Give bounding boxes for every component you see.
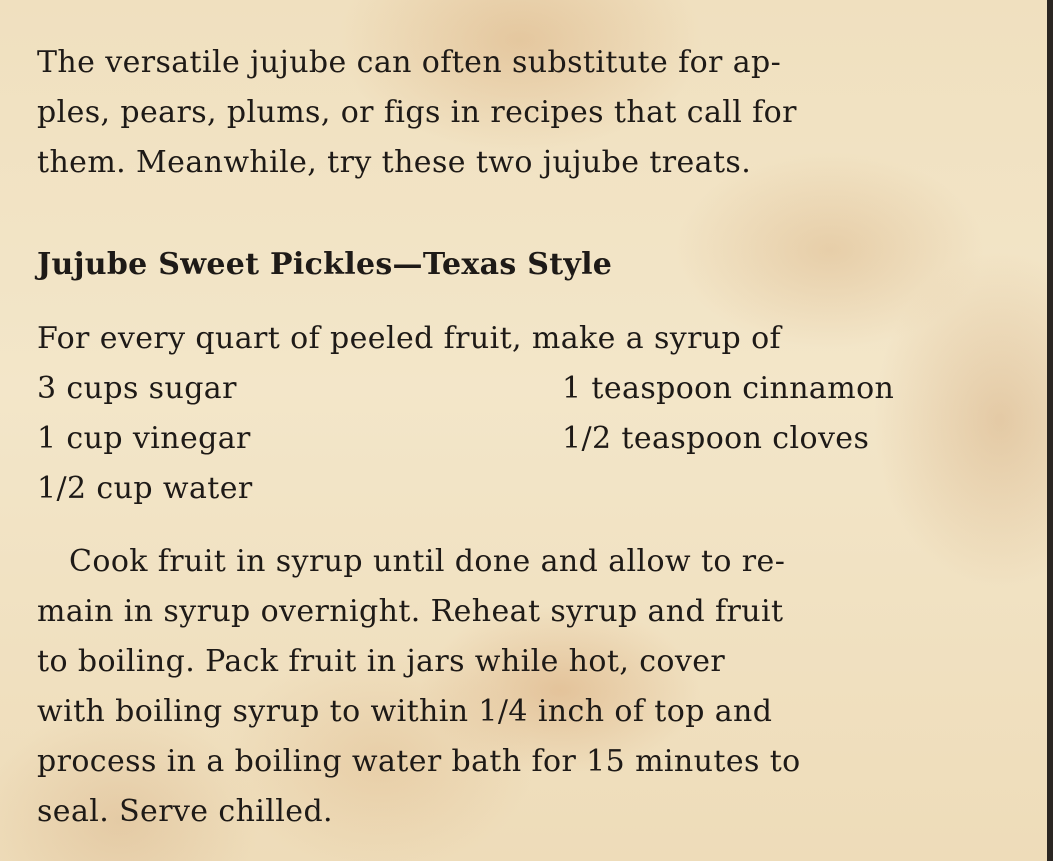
- method-line: seal. Serve chilled.: [37, 794, 333, 829]
- intro-paragraph: [37, 38, 1027, 188]
- method-line: Cook fruit in syrup until done and allow to re-: [69, 544, 786, 579]
- method-paragraph: [37, 537, 1027, 837]
- ingredient-item: 1 teaspoon cinnamon: [562, 371, 895, 406]
- syrup-intro: For every quart of peeled fruit, make a syrup of: [37, 321, 782, 356]
- ingredient-item: 3 cups sugar: [37, 371, 237, 406]
- intro-line: The versatile jujube can often substitute for ap-: [37, 45, 782, 80]
- intro-line: ples, pears, plums, or figs in recipes that call for: [37, 95, 797, 130]
- ingredient-item: 1 cup vinegar: [37, 421, 251, 456]
- intro-line: them. Meanwhile, try these two jujube treats.: [37, 145, 752, 180]
- method-line: to boiling. Pack fruit in jars while hot, cover: [37, 644, 726, 679]
- method-line: main in syrup overnight. Reheat syrup and fruit: [37, 594, 784, 629]
- recipe-title: Jujube Sweet Pickles—Texas Style: [37, 247, 613, 282]
- method-line: process in a boiling water bath for 15 minutes to: [37, 744, 801, 779]
- method-line: with boiling syrup to within 1/4 inch of top and: [37, 694, 773, 729]
- ingredients-left-column: [37, 364, 253, 514]
- ingredients-right-column: [562, 364, 894, 464]
- clipping-edge: [1047, 0, 1053, 861]
- ingredient-item: 1/2 teaspoon cloves: [562, 421, 870, 456]
- ingredient-item: 1/2 cup water: [37, 471, 253, 506]
